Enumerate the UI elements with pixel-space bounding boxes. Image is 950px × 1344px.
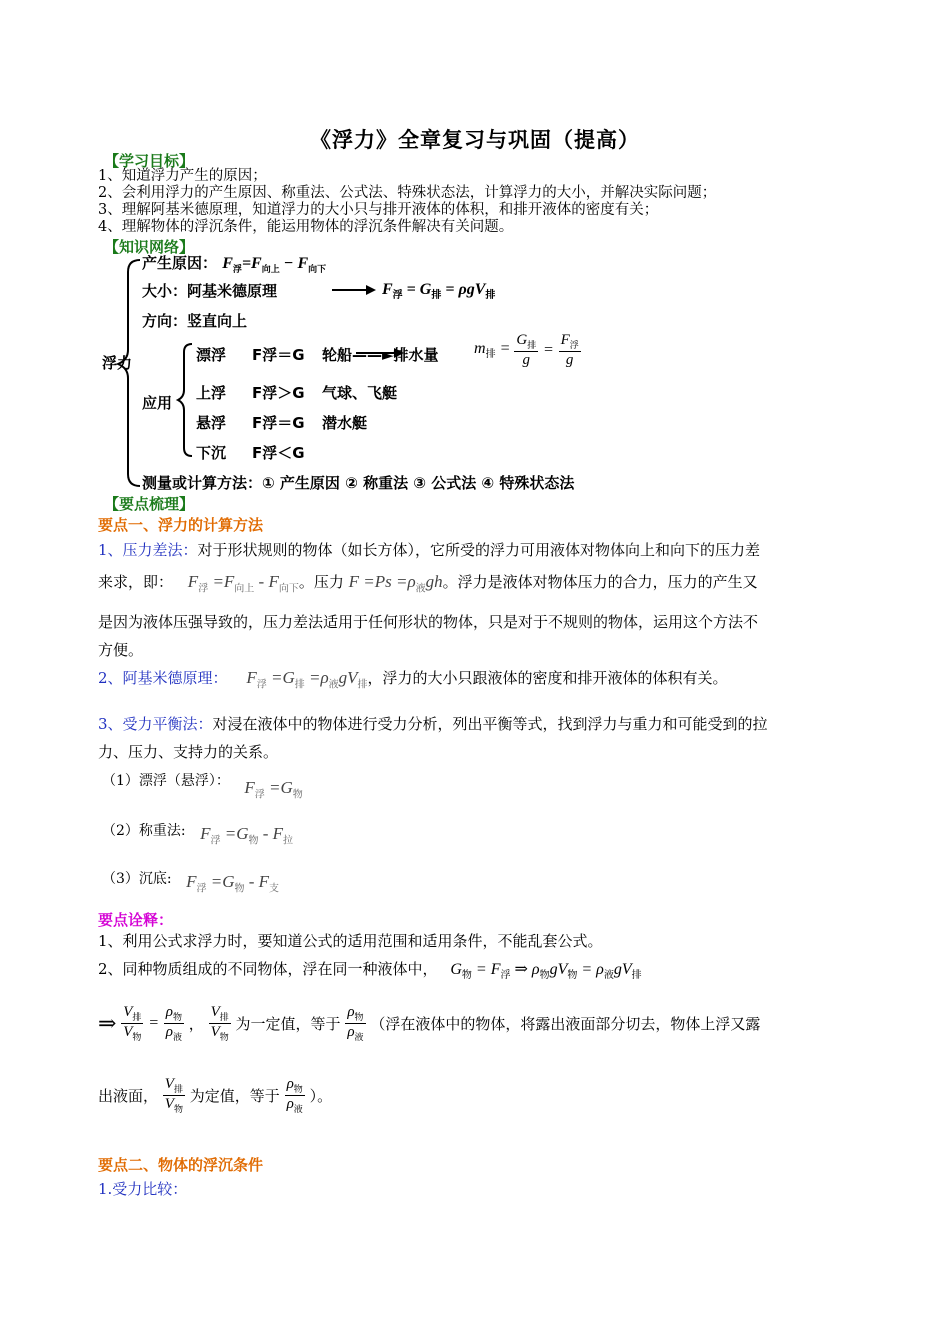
method3-text-a: 对浸在液体中的物体进行受力分析，列出平衡等式，找到浮力与重力和可能受到的拉	[212, 715, 768, 733]
goal-item: 4、理解物体的浮沉条件，能运用物体的浮沉条件解决有关问题。	[98, 219, 514, 235]
section-points-header: 【要点梳理】	[104, 495, 195, 513]
equal-mass-formula: $G_物 = F_浮$ ⇒ $\rho_物gV_物 = \rho_液gV_排$	[450, 961, 642, 982]
weighing-formula: $F_浮 =G_物 - F_拉$	[200, 824, 294, 847]
case1-label: （1）漂浮（悬浮）：	[102, 773, 230, 789]
network-root: 浮力	[102, 354, 133, 372]
method2-label: 2、阿基米德原理：	[98, 669, 228, 687]
method2-line	[98, 664, 728, 699]
case2-label: （2）称重法:	[102, 823, 186, 839]
method1-block	[98, 536, 858, 664]
method3-block	[98, 710, 858, 766]
note1: 1、利用公式求浮力时，要知道公式的适用范围和适用条件，不能乱套公式。	[98, 932, 603, 950]
case3-line	[102, 868, 280, 895]
note2-text: 2、同种物质组成的不同物体，浮在同一种液体中，	[98, 960, 438, 978]
note3-text-a: 为一定值，等于	[235, 1015, 341, 1033]
case2-line	[102, 820, 294, 847]
cond-rise: F浮＞G	[252, 384, 305, 402]
note3-line: ⇒ $\frac{V_排}{V_物}$ = $\frac{\rho_物}{\rho_液}$ ， $\frac{V_排}{V_物}$ 为一定值，等于 $\frac{\rho_物}{\rho_液}$ （浮在液体中的物体，将露出液面部分切去，物体上浮又露	[98, 1004, 761, 1042]
network-cause	[142, 252, 326, 275]
note4-line	[98, 1076, 332, 1136]
network-cause-label: 产生原因：	[142, 254, 218, 272]
ratio-fraction: $\frac{V_排}{V_物}$	[164, 1076, 183, 1114]
state-rise: 上浮	[196, 384, 227, 402]
case3-label: （3）沉底:	[102, 871, 172, 887]
note4-text-c: ）。	[309, 1087, 333, 1105]
size-formula: $F_浮 = G_排 = \rho gV_排$	[382, 281, 496, 302]
method1-text-a: 对于形状规则的物体（如长方体），它所受的浮力可用液体对物体向上和向下的压力差	[197, 541, 761, 559]
network-direction: 方向：竖直向上	[142, 312, 248, 330]
point2-heading: 要点二、物体的浮沉条件	[98, 1156, 264, 1174]
method1-text-c: 。压力	[298, 573, 344, 591]
ratio-fraction: $\frac{V_排}{V_物}$	[210, 1004, 229, 1042]
density-fraction: $\frac{\rho_物}{\rho_液}$	[286, 1076, 303, 1114]
pressure-diff-formula: $F_浮 =F_{向上} - F_{向下}$	[187, 572, 299, 595]
method3-text-b: 力、压力、支持力的关系。	[98, 743, 279, 761]
method1-text-f: 方便。	[98, 641, 144, 659]
goal-item: 1、知道浮力产生的原因；	[98, 168, 267, 184]
section-goals-header: 【学习目标】	[104, 152, 195, 170]
note4-text-b: 为定值，等于	[189, 1087, 280, 1105]
state-float: 漂浮	[196, 346, 227, 364]
displacement-formula: $m_排$ = $\frac{G_排}{g}$ = $\frac{F_浮}{g}$	[474, 332, 579, 368]
use-rise: 气球、飞艇	[322, 384, 398, 402]
method1-text-d: 。浮力是液体对物体压力的合力，压力的产生又	[442, 573, 758, 591]
state-sink: 下沉	[196, 444, 227, 462]
network-size: 大小：阿基米德原理	[142, 282, 278, 300]
cause-formula: $F_浮=F_{向上} - F_{向下}$	[222, 255, 327, 275]
density-fraction: $\frac{\rho_物}{\rho_液}$	[347, 1004, 364, 1042]
state-suspend: 悬浮	[196, 414, 227, 432]
method2-text: ，浮力的大小只跟液体的密度和排开液体的体积有关。	[367, 669, 728, 687]
section-network-header: 【知识网络】	[104, 238, 195, 256]
point1-heading: 要点一、浮力的计算方法	[98, 516, 264, 534]
goal-item: 3、理解阿基米德原理，知道浮力的大小只与排开液体的体积，和排开液体的密度有关；	[98, 202, 659, 218]
pressure-formula: $F =Ps =\rho_液gh$	[348, 572, 443, 595]
cond-suspend: F浮＝G	[252, 414, 305, 432]
note2-line	[98, 958, 642, 981]
method1-label: 1、压力差法：	[98, 541, 198, 559]
case1-line	[102, 770, 303, 801]
ratio-fraction: $\frac{V_排}{V_物}$	[123, 1004, 142, 1042]
goal-item: 2、会利用浮力的产生原因、称重法、公式法、特殊状态法，计算浮力的大小，并解决实际问题；	[98, 185, 717, 201]
use-float: 轮船——►排水量	[322, 346, 439, 364]
method1-text-e: 是因为液体压强导致的，压力差法适用于任何形状的物体，只是对于不规则的物体，运用这个方法不	[98, 613, 759, 631]
sinking-formula: $F_浮 =G_物 - F_支$	[186, 872, 280, 895]
point2-sub1: 1.受力比较：	[98, 1180, 188, 1198]
method3-label: 3、受力平衡法：	[98, 715, 213, 733]
note3-text-b: （浮在液体中的物体，将露出液面部分切去，物体上浮又露	[370, 1015, 761, 1033]
method1-text-b: 来求，即：	[98, 573, 174, 591]
cond-float: F浮＝G	[252, 346, 305, 364]
float-formula: $F_浮 =G_物$	[244, 778, 303, 801]
density-fraction: $\frac{\rho_物}{\rho_液}$	[165, 1004, 182, 1042]
archimedes-formula: $F_浮 =G_排 =\rho_液gV_排$	[246, 668, 368, 691]
network-application: 应用	[142, 394, 173, 412]
notes-heading: 要点诠释：	[98, 911, 174, 929]
cond-sink: F浮＜G	[252, 444, 305, 462]
note4-text-a: 出液面，	[98, 1087, 159, 1105]
knowledge-network-diagram	[100, 252, 670, 494]
page-title: 《浮力》全章复习与巩固（提高）	[310, 127, 640, 152]
network-methods: 测量或计算方法：① 产生原因 ② 称重法 ③ 公式法 ④ 特殊状态法	[142, 474, 575, 492]
use-suspend: 潜水艇	[322, 414, 368, 432]
